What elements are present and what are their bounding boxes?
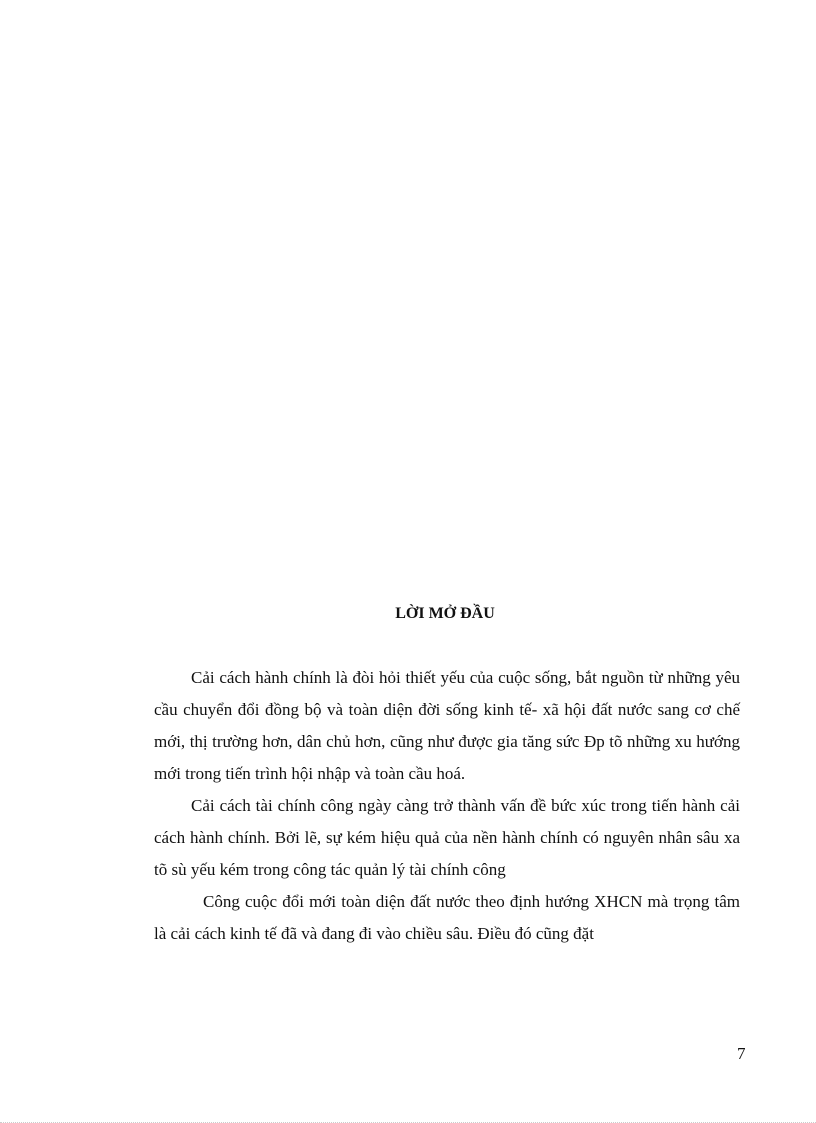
paragraph-2: Cải cách tài chính công ngày càng trở thành vấn đề bức xúc trong tiến hành cải cách hành chính. Bởi lẽ, sự kém hiệu quả của nền hành chính có nguyên nhân sâu xa tõ sù yếu kém trong công tác quản lý tài chính công: [154, 796, 740, 879]
document-body: [154, 662, 740, 950]
paragraph-1: Cải cách hành chính là đòi hỏi thiết yếu của cuộc sống, bắt nguồn từ những yêu cầu chuyển đổi đồng bộ và toàn diện đời sống kinh tế- xã hội đất nước sang cơ chế mới, thị trường hơn, dân chủ hơn, cũng như được gia tăng sức Đp tõ những xu hướng mới trong tiến trình hội nhập và toàn cầu hoá.: [154, 668, 740, 783]
page-number: 7: [737, 1044, 746, 1063]
page-title: LỜI MỞ ĐẦU: [395, 605, 495, 622]
paragraph-3: Công cuộc đổi mới toàn diện đất nước theo định hướng XHCN mà trọng tâm là cải cách kinh tế đã và đang đi vào chiều sâu. Điều đó cũng đặt: [154, 892, 740, 943]
